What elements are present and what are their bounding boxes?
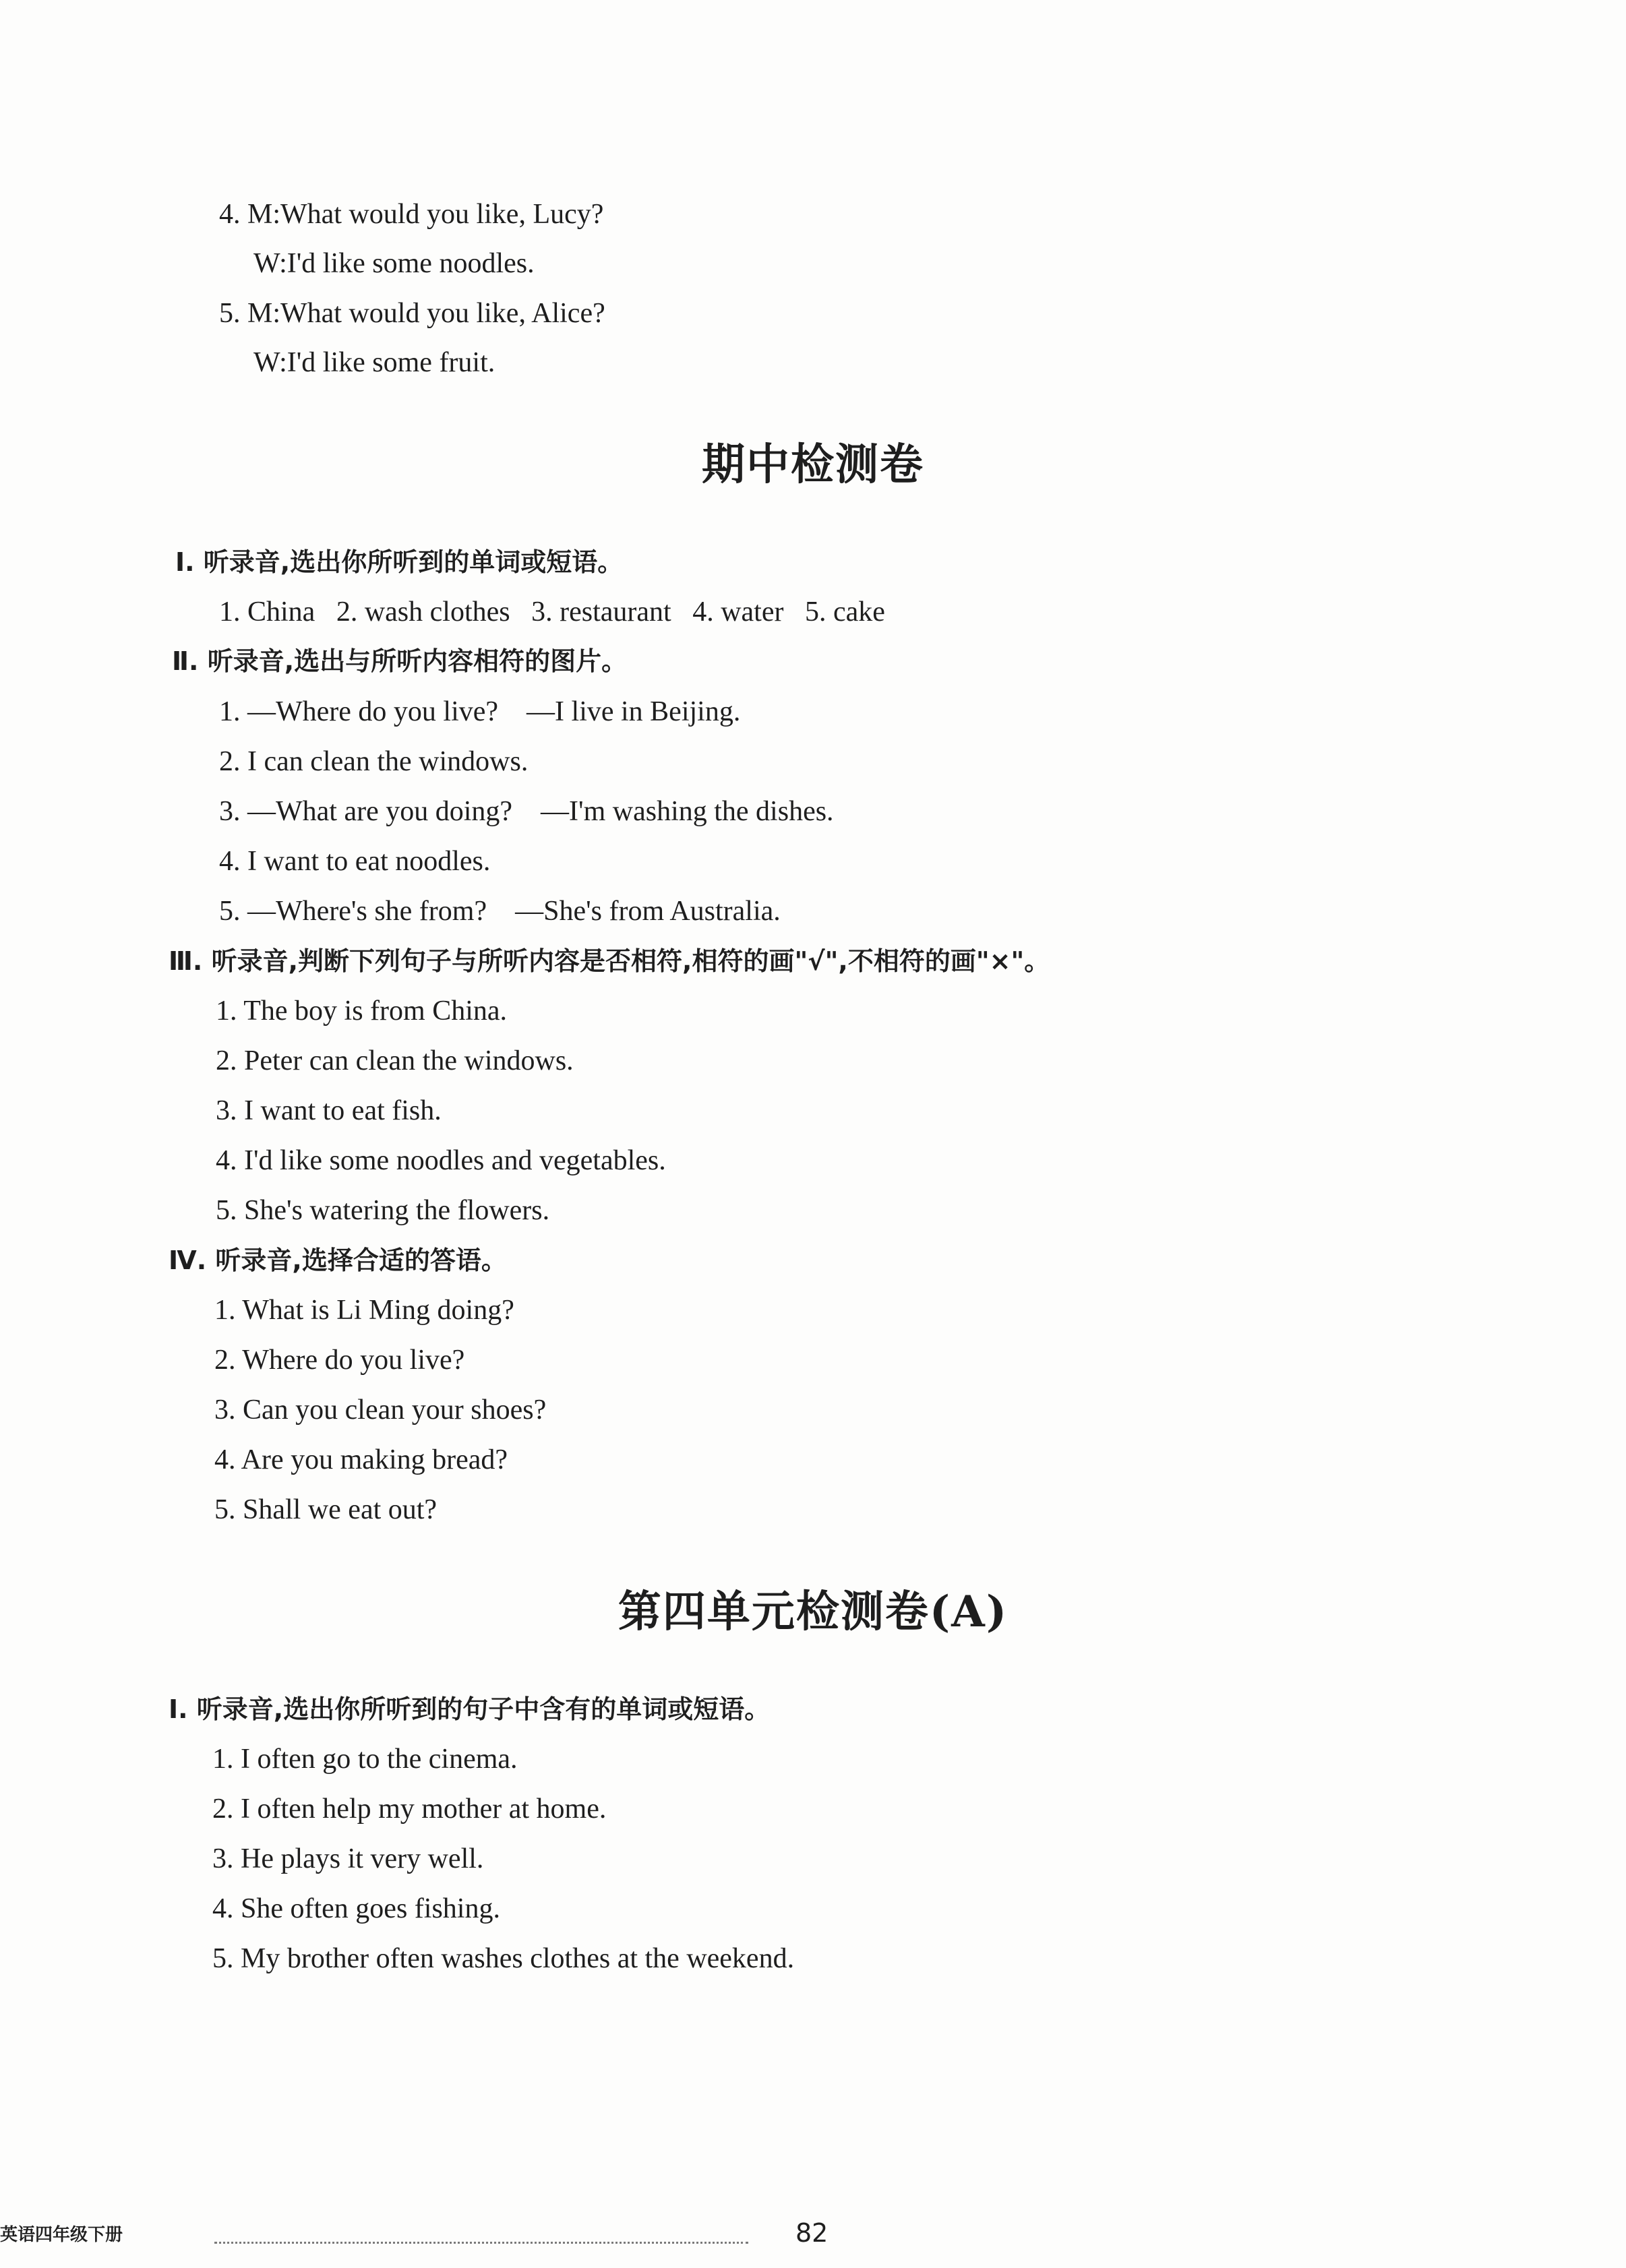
list-item: 2. Where do you live? [214, 1345, 465, 1376]
list-item: 4. I'd like some noodles and vegetables. [216, 1145, 666, 1176]
part-heading: Ⅱ. 听录音,选出与所听内容相符的图片。 [172, 646, 628, 676]
list-item: 1. I often go to the cinema. [212, 1744, 518, 1775]
footer-divider [214, 2242, 748, 2244]
list-item: 5. Shall we eat out? [214, 1494, 438, 1525]
list-item: 2. I often help my mother at home. [212, 1794, 607, 1825]
list-item: 4. She often goes fishing. [212, 1893, 500, 1924]
section-title-midterm: 期中检测卷 [702, 439, 924, 490]
word-list: 1. China 2. wash clothes 3. restaurant 4. water 5. cake [219, 596, 885, 627]
list-item: 5. —Where's she from? —She's from Australia. [219, 896, 781, 927]
part-heading: Ⅳ. 听录音,选择合适的答语。 [169, 1246, 507, 1275]
list-item: 3. Can you clean your shoes? [214, 1394, 547, 1426]
dialogue-line: 4. M:What would you like, Lucy? [219, 199, 604, 230]
list-item: 5. She's watering the flowers. [216, 1195, 550, 1226]
page-number: 82 [795, 2218, 829, 2248]
list-item: 1. What is Li Ming doing? [214, 1295, 514, 1326]
list-item: 4. Are you making bread? [214, 1444, 508, 1475]
part-heading: Ⅲ. 听录音,判断下列句子与所听内容是否相符,相符的画"√",不相符的画"×"。 [169, 946, 1050, 976]
list-item: 5. My brother often washes clothes at the weekend. [212, 1943, 795, 1974]
list-item: 4. I want to eat noodles. [219, 846, 491, 877]
dialogue-line: W:I'd like some noodles. [253, 248, 535, 279]
list-item: 1. The boy is from China. [216, 995, 508, 1026]
list-item: 2. Peter can clean the windows. [216, 1045, 574, 1076]
list-item: 2. I can clean the windows. [219, 746, 529, 777]
dialogue-line: W:I'd like some fruit. [253, 347, 495, 378]
section-title-unit4: 第四单元检测卷(A) [618, 1587, 1008, 1637]
list-item: 3. I want to eat fish. [216, 1095, 442, 1126]
list-item: 3. —What are you doing? —I'm washing the dishes. [219, 796, 834, 827]
list-item: 3. He plays it very well. [212, 1843, 484, 1874]
part-heading: Ⅰ. 听录音,选出你所听到的单词或短语。 [175, 547, 624, 577]
book-label: 英语四年级下册 [0, 2225, 123, 2245]
part-heading: Ⅰ. 听录音,选出你所听到的句子中含有的单词或短语。 [169, 1694, 771, 1724]
list-item: 1. —Where do you live? —I live in Beijing. [219, 696, 741, 727]
dialogue-line: 5. M:What would you like, Alice? [219, 298, 605, 329]
